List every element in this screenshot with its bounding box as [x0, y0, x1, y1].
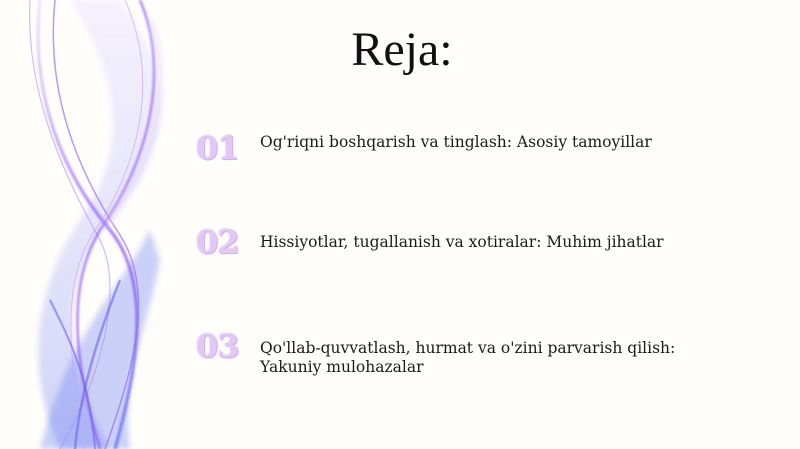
item-number: 02: [196, 223, 239, 261]
item-number: 01: [196, 129, 239, 167]
item-number: 03: [196, 327, 239, 365]
slide-title: Reja:: [351, 23, 453, 76]
item-text: Og'riqni boshqarish va tinglash: Asosiy tamoyillar: [260, 133, 652, 151]
item-text: Hissiyotlar, tugallanish va xotiralar: Muhim jihatlar: [260, 233, 664, 251]
item-text: Qo'llab-quvvatlash, hurmat va o'zini parvarish qilish: Yakuniy mulohazalar: [260, 339, 676, 376]
